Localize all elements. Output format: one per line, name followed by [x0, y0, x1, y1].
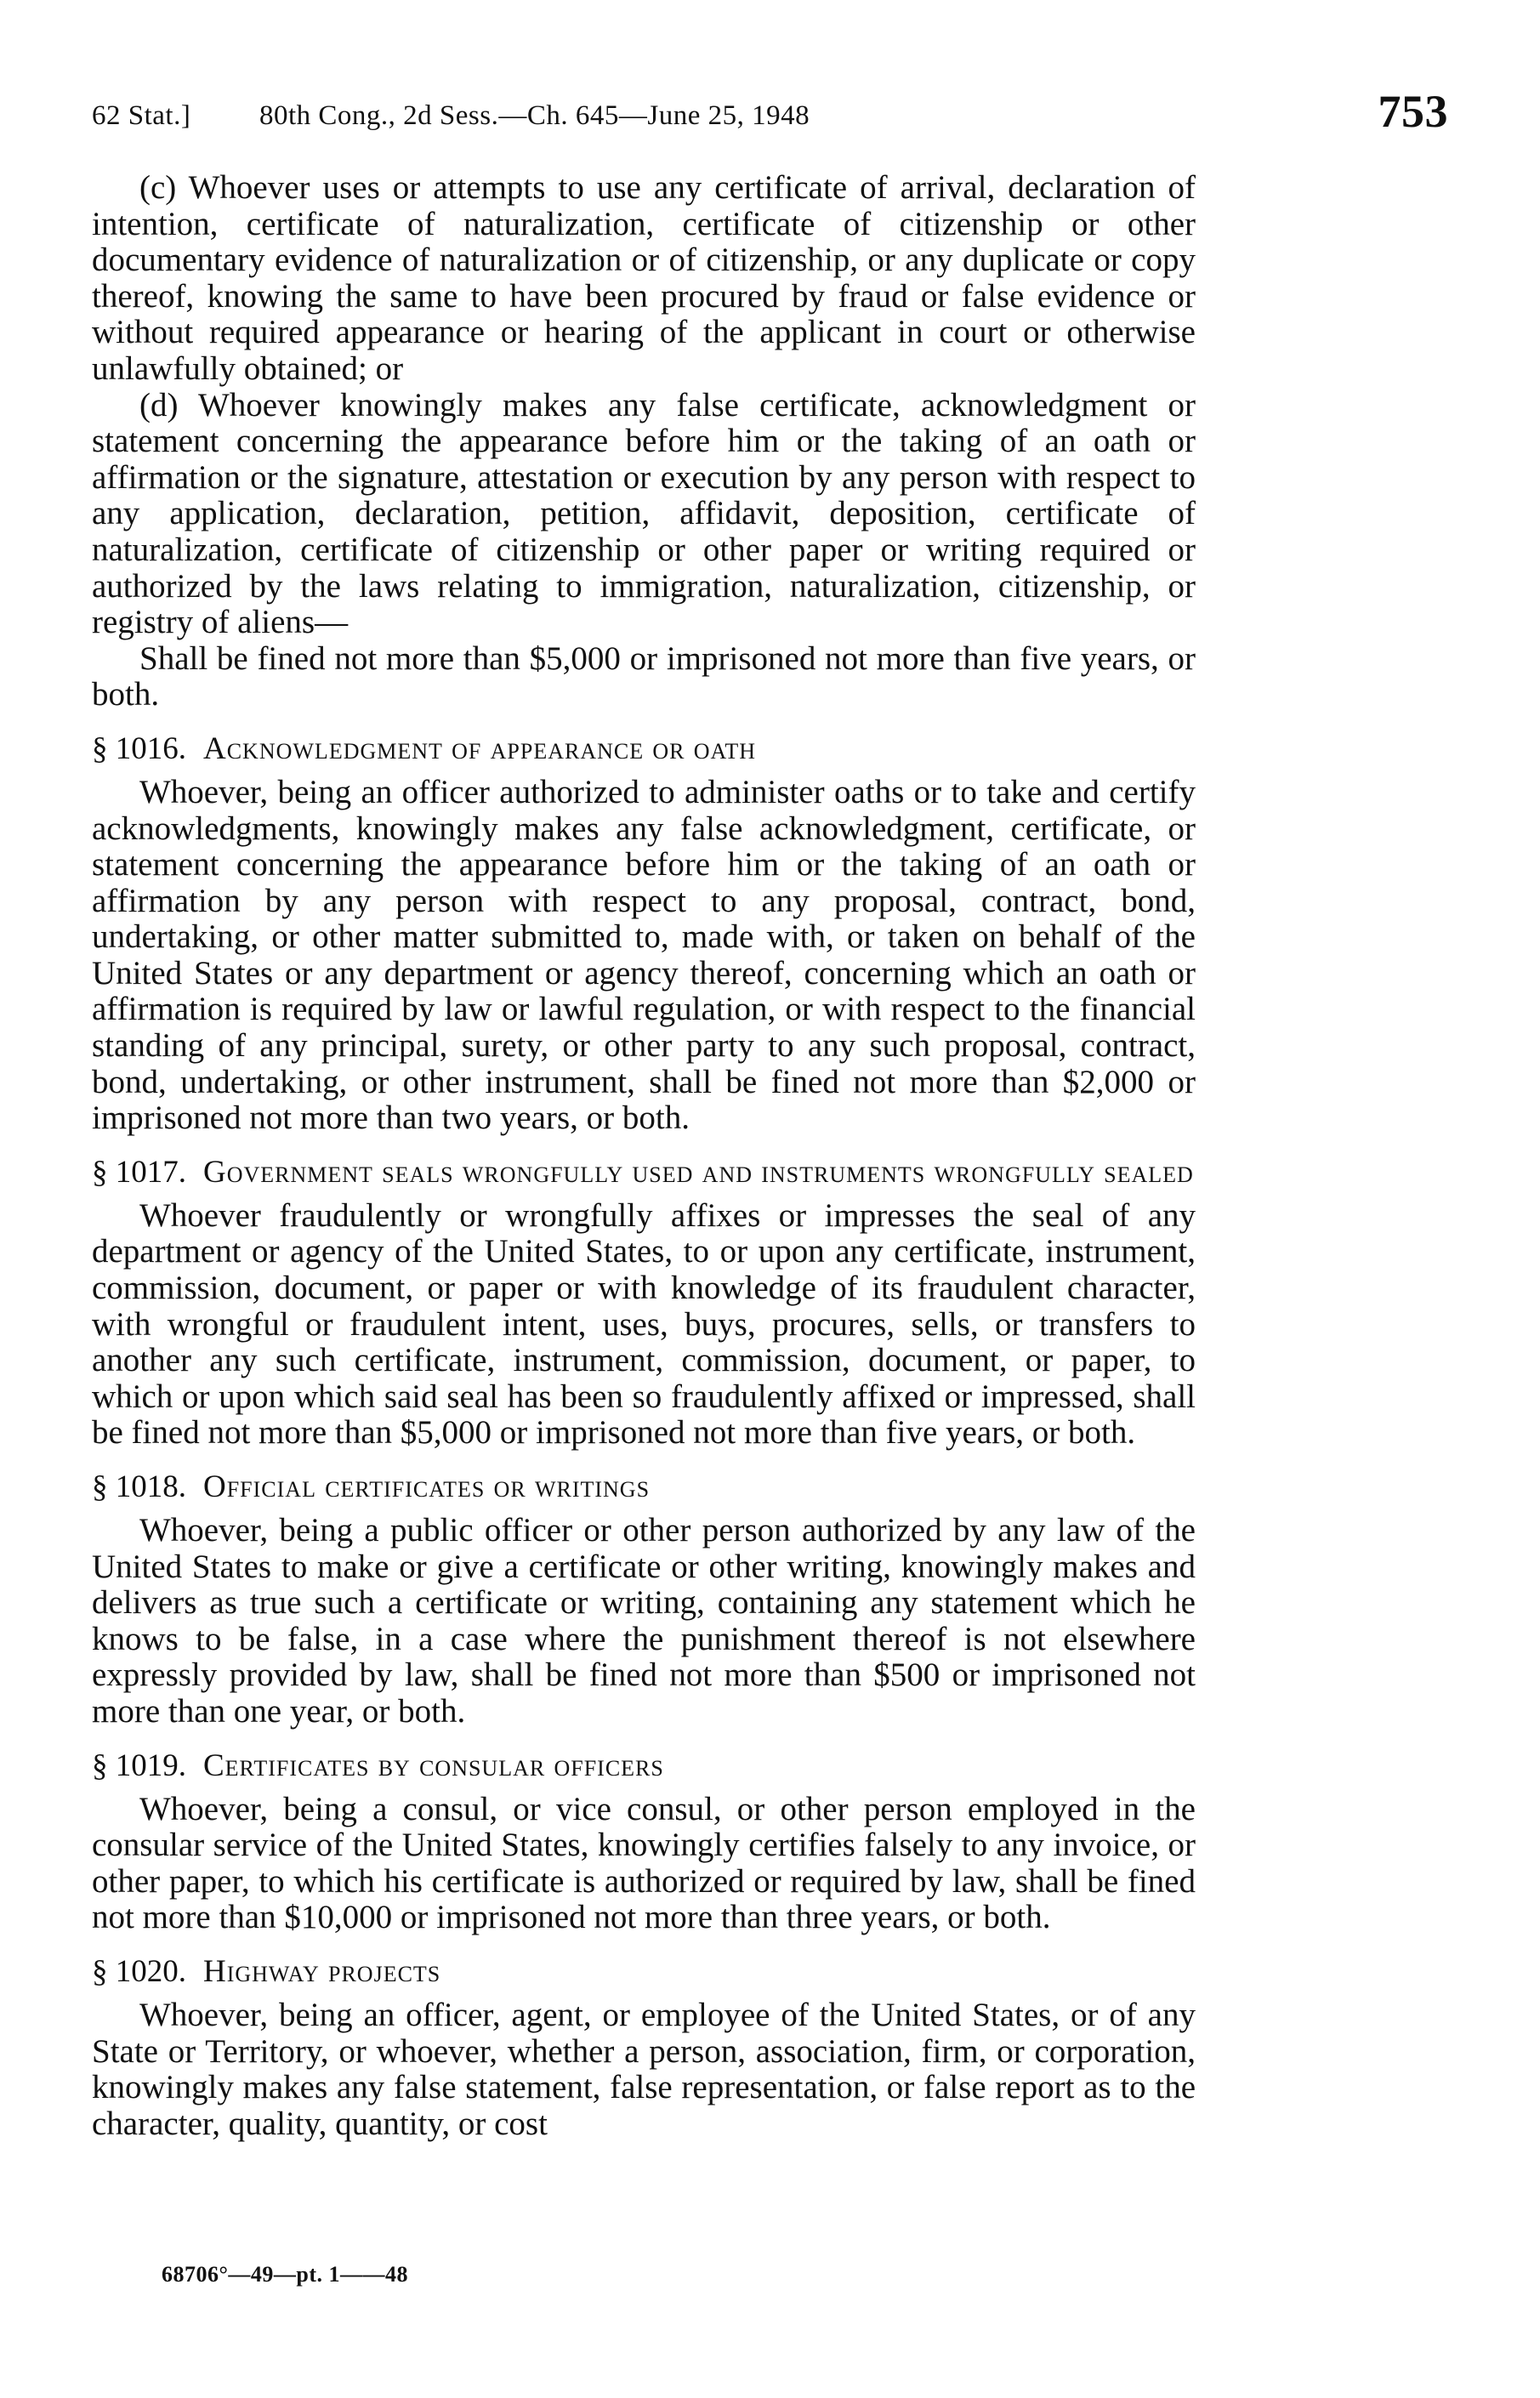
section-heading-1016	[92, 731, 1196, 767]
page-number: 753	[1378, 86, 1448, 137]
section-number: § 1019.	[92, 1747, 186, 1783]
section-number: § 1016.	[92, 730, 186, 766]
section-text-1019: Whoever, being a consul, or vice consul, or other person employed in the consular service of the United States, knowingly certifies falsely to any invoice, or other paper, to which his certificate is authorized or required by law, shall be fined not more than $10,000 or imprisoned not more than three years, or both.	[92, 1790, 1196, 1936]
paragraph-d: (d) Whoever knowingly makes any false certificate, acknowledgment or statement concerning the appearance before him or the taking of an oath or affirmation or the signature, attestation or execution by any person with respect to any application, declaration, petition, affidavit, deposition, certificate of naturalization, certificate of citizenship or other paper or writing required or authorized by the laws relating to immigration, naturalization, citizenship, or registry of aliens—	[92, 386, 1196, 641]
statute-reference: 62 Stat.]	[92, 100, 191, 131]
section-text-1020: Whoever, being an officer, agent, or employee of the United States, or of any State or Territory, or whoever, whether a person, association, firm, or corporation, knowingly makes any false statement, false representation, or false report as to the character, quality, quantity, or cost	[92, 1996, 1196, 2142]
running-header	[92, 86, 1448, 146]
section-text-1017: Whoever fraudulently or wrongfully affixes or impresses the seal of any department or agency of the United States, to or upon any certificate, instrument, commission, document, or paper or with knowledge of its fraudulent character, with wrongful or fraudulent intent, uses, buys, procures, sells, or transfers to another any such certificate, instrument, commission, document, or paper, to which or upon which said seal has been so fraudulently affixed or impressed, shall be fined not more than $5,000 or imprisoned not more than five years, or both.	[92, 1196, 1196, 1452]
statute-body	[92, 170, 1196, 2142]
penalty-clause: Shall be fined not more than $5,000 or imprisoned not more than five years, or both.	[92, 639, 1196, 713]
section-title: Acknowledgment of appearance or oath	[203, 730, 757, 766]
section-text-1018: Whoever, being a public officer or other person authorized by any law of the United States to make or give a certificate or other writing, knowingly makes and delivers as true such a certificate or writing, containing any statement which he knows to be false, in a case where the punishment thereof is not elsewhere expressly provided by law, shall be fined not more than $500 or imprisoned not more than one year, or both.	[92, 1512, 1196, 1730]
section-text-1016: Whoever, being an officer authorized to administer oaths or to take and certify acknowledgments, knowingly makes any false acknowledgment, certificate, or statement concerning the appearance before him or the taking of an oath or affirmation by any person with respect to any proposal, contract, bond, undertaking, or other matter submitted to, made with, or taken on behalf of the United States or any department or agency thereof, concerning which an oath or affirmation is required by law or lawful regulation, or with respect to the financial standing of any principal, surety, or other party to any such proposal, contract, bond, undertaking, or other instrument, shall be fined not more than $2,000 or imprisoned not more than two years, or both.	[92, 773, 1196, 1137]
section-heading-1019	[92, 1748, 1196, 1784]
section-number: § 1017.	[92, 1154, 186, 1190]
printer-code: 68706°—49—pt. 1——48	[162, 2262, 409, 2287]
congress-session-line: 80th Cong., 2d Sess.—Ch. 645—June 25, 1948	[259, 100, 810, 131]
section-heading-1017	[92, 1155, 1196, 1190]
section-title: Government seals wrongfully used and instruments wrongfully sealed	[203, 1154, 1194, 1190]
section-heading-1020	[92, 1954, 1196, 1990]
section-heading-1018	[92, 1469, 1196, 1505]
paragraph-c: (c) Whoever uses or attempts to use any certificate of arrival, declaration of intention, certificate of naturalization, certificate of citizenship or other documentary evidence of naturalization or of citizenship, or any duplicate or copy thereof, knowing the same to have been procured by fraud or false evidence or without required appearance or hearing of the applicant in court or otherwise unlawfully obtained; or	[92, 169, 1196, 387]
section-number: § 1018.	[92, 1469, 186, 1504]
section-title: Official certificates or writings	[203, 1469, 651, 1504]
section-title: Certificates by consular officers	[203, 1747, 664, 1783]
section-title: Highway projects	[203, 1953, 441, 1989]
section-number: § 1020.	[92, 1953, 186, 1989]
